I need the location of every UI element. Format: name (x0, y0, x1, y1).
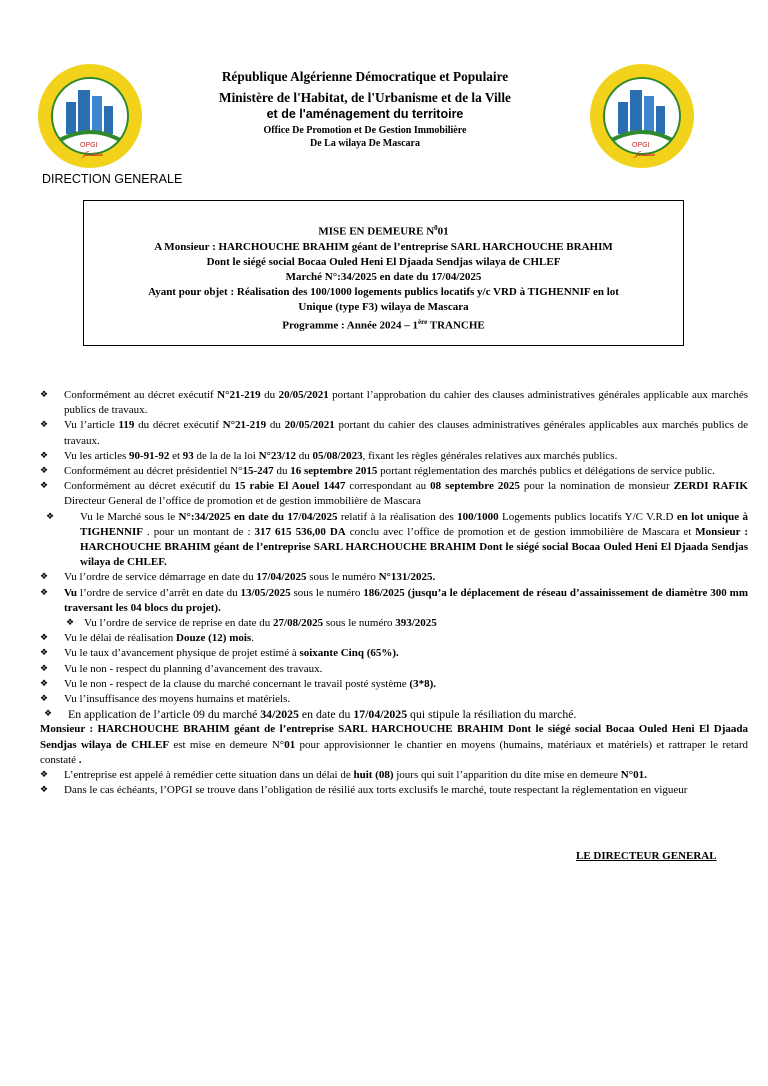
bullet-icon: ❖ (66, 618, 75, 629)
list-item: ❖ Conformément au décret présidentiel N°15-247 du 16 septembre 2015 portant réglementation des marchés publics et délégations de service public. (40, 464, 748, 479)
bullet-icon: ❖ (40, 770, 49, 781)
list-item: ❖ Conformément au décret exécutif du 15 rabie El Aouel 1447 correspondant au 08 septembre 2025 pour la nomination de monsieur ZERDI RAFIK Directeur General de l’office de promotion et de gestion immobilière de Mascara (40, 480, 748, 508)
ministry-title: Ministère de l'Habitat, de l'Urbanisme et de la Ville (219, 90, 511, 105)
bullet-icon: ❖ (40, 648, 49, 659)
list-item: ❖ Conformément au décret exécutif N°21-219 du 20/05/2021 portant l’approbation du cahier des clauses administratives générales applicable aux marchés publics de travaux. (40, 389, 748, 417)
opgi-logo-right (588, 62, 696, 170)
svg-text:OPGI: OPGI (80, 142, 98, 149)
svg-text:معسكر: معسكر (634, 150, 656, 158)
list-item: ❖ Vu le taux d’avancement physique de projet estimé à soixante Cinq (65%). (40, 646, 748, 661)
notice-object: Ayant pour objet : Réalisation des 100/1000 logements publics locatifs y/c VRD à TIGHENNIF en lot (148, 285, 619, 298)
svg-text:معسكر: معسكر (82, 150, 104, 158)
notice-title: MISE EN DEMEURE $N^001$ (318, 224, 449, 238)
list-item: ❖ Vu le non - respect du planning d’avancement des travaux. (40, 662, 748, 677)
bullet-icon: ❖ (40, 633, 49, 644)
bullet-icon: ❖ (40, 466, 49, 477)
list-item: ❖ Vu l’ordre de service d’arrêt en date du 13/05/2025 sous le numéro 186/2025 (jusqu’a le déplacement de réseau d’assainissement de diamètre 300 mm traversant les 04 blocs du projet). (40, 586, 748, 614)
direction-label: DIRECTION GENERALE (42, 172, 183, 186)
list-item: ❖ Vu l’ordre de service démarrage en date du 17/04/2025 sous le numéro N°131/2025. (40, 570, 748, 585)
list-item: ❖ Dans le cas échéants, l’OPGI se trouve dans l’obligation de résilié aux torts exclusifs le marché, toute respectant la réglementation en vigueur (40, 783, 748, 798)
office-wilaya: De La wilaya De Mascara (310, 138, 420, 149)
notice-object-cont: Unique (type F3) wilaya de Mascara (298, 300, 469, 313)
notice-address: Dont le siégé social Bocaa Ouled Heni El Djaada Sendjas wilaya de CHLEF (206, 255, 561, 268)
bullet-icon: ❖ (40, 572, 49, 583)
bullet-icon: ❖ (40, 678, 49, 689)
considerations-list (40, 388, 748, 798)
signature-title: LE DIRECTEUR GENERAL (576, 850, 717, 862)
bullet-icon: ❖ (40, 481, 49, 492)
list-item: ❖ Vu le Marché sous le N°:34/2025 en date du 17/04/2025 relatif à la réalisation des 100/1000 Logements publics locatifs Y/C V.R.D en lot unique à TIGHENNIF . pour un montant de : 317 615 536,00 DA conclu avec l’office de promotion et de gestion immobilière de Mascara et Monsieur : HARCHOUCHE BRAHIM géant de l’entreprise SARL HARCHOUCHE BRAHIM Dont le siégé social Bocaa Ouled Heni El Djaada Sendjas wilaya de CHLEF. (46, 510, 749, 569)
bullet-icon: ❖ (40, 420, 49, 431)
opgi-logo-left (36, 62, 144, 170)
list-item: ❖ Vu le non - respect de la clause du marché concernant le travail posté système (3*8). (40, 677, 748, 692)
bullet-icon: ❖ (44, 709, 53, 720)
ministry-subtitle: et de l'aménagement du territoire (266, 107, 464, 121)
letterhead (150, 68, 580, 150)
bullet-icon: ❖ (40, 694, 49, 705)
notice-box (83, 200, 684, 346)
bullet-icon: ❖ (40, 587, 49, 598)
bullet-icon: ❖ (40, 390, 49, 400)
list-item: ❖ Vu les articles 90-91-92 et 93 de la de la loi N°23/12 du 05/08/2023, fixant les règles générales relatives aux marchés publics. (40, 449, 748, 464)
bullet-icon: ❖ (46, 511, 55, 522)
bullet-icon: ❖ (40, 785, 49, 796)
list-item: ❖ En application de l’article 09 du marché 34/2025 en date du 17/04/2025 qui stipule la résiliation du marché. (44, 707, 577, 722)
office-name: Office De Promotion et De Gestion Immobilière (263, 125, 467, 136)
notice-paragraph: Monsieur : HARCHOUCHE BRAHIM géant de l’entreprise SARL HARCHOUCHE BRAHIM Dont le siégé social Bocaa Ouled Heni El Djaada Sendjas wilaya de CHLEF est mise en demeure N°01 pour approvisionner le chantier en moyens (humains, matériaux et matériels) et rattraper le retard constaté . (40, 723, 748, 766)
notice-addressee: A Monsieur : HARCHOUCHE BRAHIM géant de l’entreprise SARL HARCHOUCHE BRAHIM (154, 240, 613, 253)
bullet-icon: ❖ (40, 450, 49, 461)
list-item: ❖ Vu le délai de réalisation Douze (12) mois. (40, 631, 748, 646)
list-item: ❖ L’entreprise est appelé à remédier cette situation dans un délai de huit (08) jours qui suit l’apparition du dite mise en demeure N°01. (40, 768, 748, 783)
list-item: ❖ Vu l’insuffisance des moyens humains et matériels. (40, 692, 748, 707)
notice-programme: Programme : Année 2024 – 1ère TRANCHE (282, 317, 485, 332)
svg-text:OPGI: OPGI (632, 142, 650, 149)
notice-contract: Marché N°:34/2025 en date du 17/04/2025 (285, 270, 482, 283)
list-item: ❖ Vu l’article 119 du décret exécutif N°21-219 du 20/05/2021 portant du cahier des clauses administratives générales applicables aux marchés publics de travaux. (40, 419, 749, 447)
list-item: ❖ Vu l’ordre de service de reprise en date du 27/08/2025 sous le numéro 393/2025 (40, 616, 748, 631)
bullet-icon: ❖ (40, 663, 49, 674)
republic-title: République Algérienne Démocratique et Populaire (221, 69, 509, 84)
